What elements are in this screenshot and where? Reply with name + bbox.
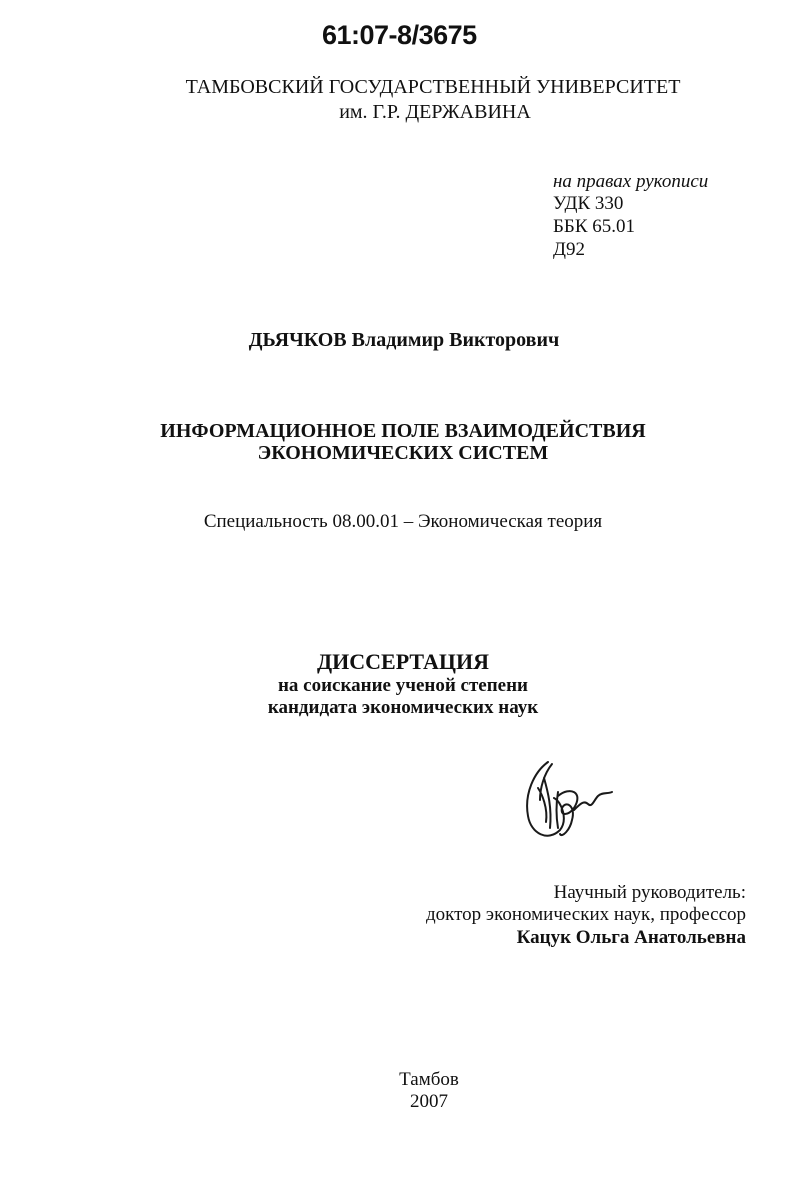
manuscript-rights-note: на правах рукописи [553, 171, 709, 192]
work-type-heading: ДИССЕРТАЦИЯ [317, 649, 489, 674]
year: 2007 [410, 1091, 448, 1112]
university-named-after: им. Г.Р. ДЕРЖАВИНА [339, 101, 531, 123]
author-mark: Д92 [553, 239, 585, 260]
supervisor-label: Научный руководитель: [553, 882, 746, 903]
archive-code: 61:07-8/3675 [322, 20, 477, 50]
city: Тамбов [399, 1069, 459, 1090]
thesis-title-line1: ИНФОРМАЦИОННОЕ ПОЛЕ ВЗАИМОДЕЙСТВИЯ [160, 420, 646, 442]
thesis-title-line2: ЭКОНОМИЧЕСКИХ СИСТЕМ [257, 442, 549, 464]
university-name: ТАМБОВСКИЙ ГОСУДАРСТВЕННЫЙ УНИВЕРСИТЕТ [185, 76, 681, 98]
udk-code: УДК 330 [553, 193, 624, 214]
bbk-code: ББК 65.01 [553, 216, 635, 237]
handwritten-signature [518, 758, 618, 848]
supervisor-name: Кацук Ольга Анатольевна [516, 927, 746, 948]
supervisor-degree: доктор экономических наук, профессор [425, 904, 746, 925]
degree-line2: кандидата экономических наук [267, 697, 539, 718]
degree-line1: на соискание ученой степени [277, 675, 528, 696]
author-name: ДЬЯЧКОВ Владимир Викторович [248, 329, 560, 351]
speciality: Специальность 08.00.01 – Экономическая теория [203, 511, 603, 532]
